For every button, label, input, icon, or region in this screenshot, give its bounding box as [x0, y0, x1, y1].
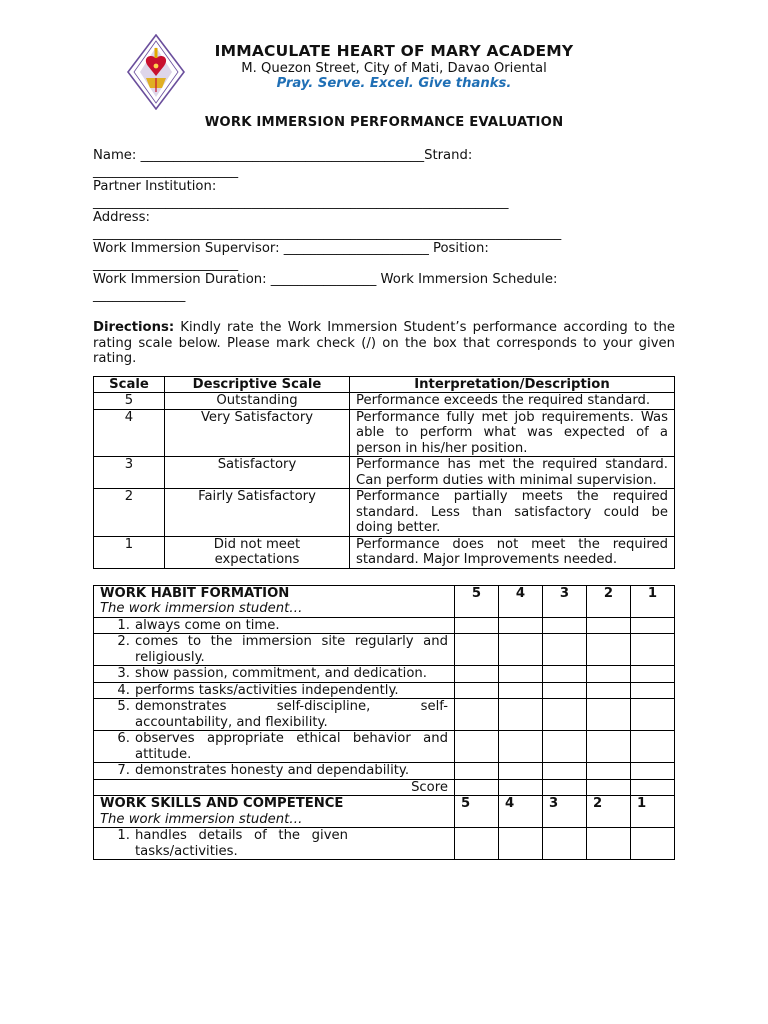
score-cell[interactable] [587, 779, 631, 796]
name-field[interactable]: ___________________________________________ [140, 148, 425, 163]
rating-checkbox[interactable] [499, 699, 543, 731]
schedule-field[interactable]: ______________ [93, 287, 186, 303]
rating-header-2: 2 [587, 796, 631, 828]
scale-header-row [94, 376, 675, 393]
col-interpretation-header: Interpretation/Description [350, 376, 675, 393]
position-label: Position: [433, 241, 489, 256]
supervisor-row [93, 241, 675, 257]
section-title: WORK SKILLS AND COMPETENCE [100, 796, 344, 811]
criteria-number: 5. [117, 699, 130, 714]
criteria-cell [94, 617, 455, 634]
directions-text: Kindly rate the Work Immersion Student’s performance according to the rating scale below. Please mark check (/) on the box that corresponds to your given rating. [93, 320, 675, 366]
rating-checkbox[interactable] [499, 634, 543, 666]
header-text-block [93, 42, 675, 91]
scale-row [94, 457, 675, 489]
rating-checkbox[interactable] [455, 763, 499, 780]
duration-row [93, 272, 675, 288]
rating-scale-table [93, 376, 675, 569]
school-name: IMMACULATE HEART OF MARY ACADEMY [214, 42, 574, 60]
rating-checkbox[interactable] [543, 763, 587, 780]
scale-value: 2 [94, 489, 165, 537]
address-field[interactable]: _______________________________________________________________________ [93, 225, 562, 241]
rating-checkbox[interactable] [631, 682, 675, 699]
supervisor-label: Work Immersion Supervisor: [93, 241, 280, 256]
scale-value: 3 [94, 457, 165, 489]
scale-interpretation: Performance does not meet the required standard. Major Improvements needed. [350, 536, 675, 568]
rating-checkbox[interactable] [455, 666, 499, 683]
scale-descriptive: Outstanding [165, 393, 350, 410]
rating-checkbox[interactable] [455, 682, 499, 699]
strand-field[interactable]: ______________________ [93, 163, 239, 179]
criteria-number: 6. [117, 731, 130, 746]
scale-value: 5 [94, 393, 165, 410]
scale-row [94, 489, 675, 537]
scale-row [94, 536, 675, 568]
strand-field-row [93, 164, 675, 180]
rating-checkbox[interactable] [631, 763, 675, 780]
address-label: Address: [93, 210, 150, 225]
scale-value: 1 [94, 536, 165, 568]
rating-header-3: 3 [543, 585, 587, 617]
score-label: Score [94, 779, 455, 796]
scale-descriptive: Did not meet expectations [165, 536, 350, 568]
partner-institution-field[interactable]: _______________________________________________________________ [93, 194, 509, 210]
rating-checkbox[interactable] [587, 763, 631, 780]
rating-checkbox[interactable] [587, 828, 631, 860]
section-subtitle: The work immersion student… [100, 811, 303, 827]
section-work-habit [94, 585, 455, 617]
rating-checkbox[interactable] [587, 617, 631, 634]
criteria-row [94, 731, 675, 763]
rating-checkbox[interactable] [587, 731, 631, 763]
position-field[interactable]: ______________________ [93, 256, 239, 272]
criteria-cell [94, 763, 455, 780]
criteria-cell [94, 828, 455, 860]
rating-checkbox[interactable] [631, 828, 675, 860]
rating-header-5: 5 [455, 585, 499, 617]
document-title: WORK IMMERSION PERFORMANCE EVALUATION [204, 115, 564, 130]
scale-interpretation: Performance fully met job requirements. Was able to perform what was expected of a person in his/her position. [350, 409, 675, 457]
address-field-row [93, 226, 675, 242]
evaluation-table [93, 585, 675, 861]
directions-label: Directions: [93, 320, 175, 335]
rating-checkbox[interactable] [499, 682, 543, 699]
directions-paragraph [93, 320, 675, 367]
rating-header-5: 5 [455, 796, 499, 828]
score-cell[interactable] [499, 779, 543, 796]
scale-descriptive: Fairly Satisfactory [165, 489, 350, 537]
scale-interpretation: Performance partially meets the required standard. Less than satisfactory could be doing better. [350, 489, 675, 537]
rating-header-4: 4 [499, 585, 543, 617]
strand-label: Strand: [424, 148, 473, 163]
rating-header-2: 2 [587, 585, 631, 617]
rating-checkbox[interactable] [631, 666, 675, 683]
school-motto: Pray. Serve. Excel. Give thanks. [276, 76, 512, 91]
criteria-text: comes to the immersion site regularly and religiously. [135, 634, 448, 665]
rating-checkbox[interactable] [587, 634, 631, 666]
rating-header-3: 3 [543, 796, 587, 828]
rating-checkbox[interactable] [631, 617, 675, 634]
address-label-row [93, 210, 675, 226]
schedule-field-row [93, 288, 675, 304]
section-work-skills [94, 796, 455, 828]
scale-row [94, 409, 675, 457]
criteria-text: show passion, commitment, and dedication. [135, 666, 427, 681]
scale-row [94, 393, 675, 410]
position-field-row [93, 257, 675, 273]
criteria-row [94, 634, 675, 666]
rating-checkbox[interactable] [455, 731, 499, 763]
rating-checkbox[interactable] [587, 666, 631, 683]
col-scale-header: Scale [94, 376, 165, 393]
partner-label-row [93, 179, 675, 195]
score-cell[interactable] [455, 779, 499, 796]
section-header-row [94, 796, 675, 828]
partner-field-row [93, 195, 675, 211]
scale-value: 4 [94, 409, 165, 457]
criteria-number: 2. [117, 634, 130, 649]
criteria-cell [94, 666, 455, 683]
rating-checkbox[interactable] [543, 828, 587, 860]
scale-interpretation: Performance has met the required standard. Can perform duties with minimal supervision. [350, 457, 675, 489]
criteria-cell [94, 699, 455, 731]
criteria-number: 7. [117, 763, 130, 778]
criteria-text: observes appropriate ethical behavior and attitude. [135, 731, 448, 762]
score-cell[interactable] [631, 779, 675, 796]
criteria-cell [94, 731, 455, 763]
document-page [93, 32, 675, 860]
criteria-number: 1. [117, 617, 130, 633]
criteria-number: 4. [117, 682, 130, 698]
rating-checkbox[interactable] [499, 617, 543, 634]
partner-institution-label: Partner Institution: [93, 179, 217, 194]
criteria-number: 3. [117, 666, 130, 681]
criteria-row [94, 828, 675, 860]
rating-checkbox[interactable] [587, 682, 631, 699]
rating-checkbox[interactable] [543, 617, 587, 634]
rating-checkbox[interactable] [631, 699, 675, 731]
rating-checkbox[interactable] [543, 682, 587, 699]
rating-header-1: 1 [631, 585, 675, 617]
criteria-text: performs tasks/activities independently. [135, 682, 399, 698]
rating-header-4: 4 [499, 796, 543, 828]
scale-descriptive: Satisfactory [165, 457, 350, 489]
rating-checkbox[interactable] [499, 763, 543, 780]
scale-descriptive: Very Satisfactory [165, 409, 350, 457]
rating-checkbox[interactable] [455, 634, 499, 666]
document-header [93, 32, 675, 112]
section-subtitle: The work immersion student… [100, 601, 303, 616]
criteria-text: demonstrates honesty and dependability. [135, 763, 410, 778]
rating-checkbox[interactable] [499, 731, 543, 763]
criteria-number: 1. [117, 828, 130, 843]
duration-field[interactable]: ________________ [270, 272, 377, 287]
rating-checkbox[interactable] [455, 617, 499, 634]
rating-checkbox[interactable] [543, 731, 587, 763]
name-label: Name: [93, 148, 137, 163]
supervisor-field[interactable]: ______________________ [283, 241, 429, 256]
rating-checkbox[interactable] [631, 634, 675, 666]
rating-checkbox[interactable] [543, 699, 587, 731]
rating-checkbox[interactable] [587, 699, 631, 731]
criteria-cell [94, 682, 455, 699]
rating-header-1: 1 [631, 796, 675, 828]
score-row [94, 779, 675, 796]
name-strand-row [93, 148, 675, 164]
criteria-text: handles details of the given tasks/activities. [135, 828, 348, 859]
criteria-row [94, 682, 675, 699]
criteria-row [94, 763, 675, 780]
section-title: WORK HABIT FORMATION [100, 585, 290, 601]
rating-checkbox[interactable] [455, 828, 499, 860]
rating-checkbox[interactable] [499, 828, 543, 860]
criteria-row [94, 699, 675, 731]
info-fields [93, 148, 675, 303]
rating-checkbox[interactable] [543, 666, 587, 683]
school-address: M. Quezon Street, City of Mati, Davao Oriental [241, 61, 547, 76]
criteria-row [94, 617, 675, 634]
section-header-row [94, 585, 675, 617]
rating-checkbox[interactable] [455, 699, 499, 731]
criteria-text: demonstrates self-discipline, self-accountability, and flexibility. [135, 699, 448, 730]
score-cell[interactable] [543, 779, 587, 796]
rating-checkbox[interactable] [543, 634, 587, 666]
rating-checkbox[interactable] [499, 666, 543, 683]
schedule-label: Work Immersion Schedule: [380, 272, 558, 287]
criteria-cell [94, 634, 455, 666]
rating-checkbox[interactable] [631, 731, 675, 763]
col-descriptive-header: Descriptive Scale [165, 376, 350, 393]
scale-interpretation: Performance exceeds the required standard. [350, 393, 675, 410]
duration-label: Work Immersion Duration: [93, 272, 267, 287]
criteria-text: always come on time. [135, 617, 280, 633]
criteria-row [94, 666, 675, 683]
